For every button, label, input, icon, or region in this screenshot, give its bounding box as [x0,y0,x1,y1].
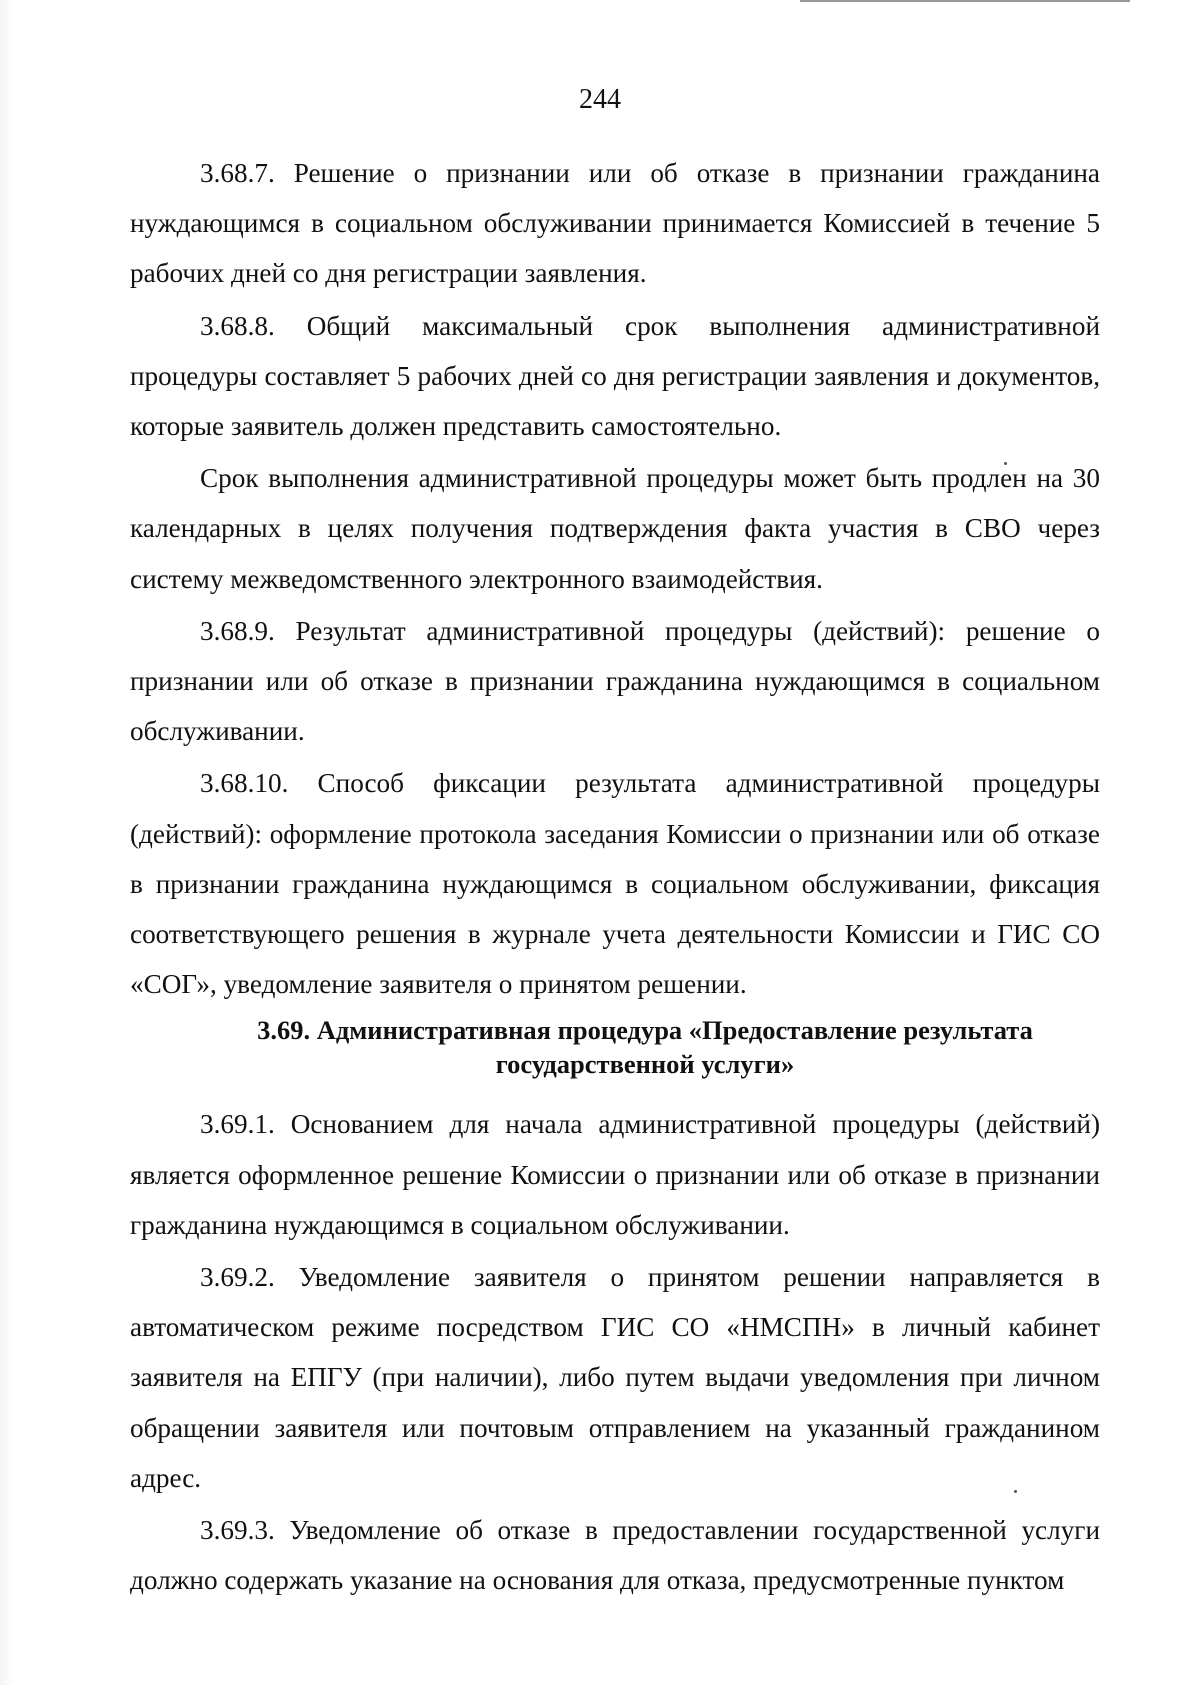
scan-left-edge [0,0,14,1685]
paragraph-3-68-10: 3.68.10. Способ фиксации результата административной процедуры (действий): оформление протокола заседания Комиссии о признании или об отказе в признании гражданина нуждающимся в социальном обслуживании, фиксация соответствующего решения в журнале учета деятельности Комиссии и ГИС СО «СОГ», уведомление заявителя о принятом решении. [130,768,1100,1000]
top-rule-line [800,0,1130,2]
paragraph-3-68-7: 3.68.7. Решение о признании или об отказе в признании гражданина нуждающимся в социальном обслуживании принимается Комиссией в течение 5 рабочих дней со дня регистрации заявления. [130,158,1100,289]
paragraph-3-69-1: 3.69.1. Основанием для начала административной процедуры (действий) является оформленное решение Комиссии о признании или об отказе в признании гражданина нуждающимся в социальном обслуживании. [130,1109,1100,1240]
section-heading-3-69: 3.69. Административная процедура «Предоставление результата государственной услуги» [257,1015,1033,1080]
paragraph-term-extension: Срок выполнения административной процедуры может быть продлен на 30 календарных в целях получения подтверждения факта участия в СВО через систему межведомственного электронного взаимодействия. [130,463,1100,594]
document-body [130,148,1100,1607]
paragraph-3-69-2: 3.69.2. Уведомление заявителя о принятом решении направляется в автоматическом режиме посредством ГИС СО «НМСПН» в личный кабинет заявителя на ЕПГУ (при наличии), либо путем выдачи уведомления при личном обращении заявителя или почтовым отправлением на указанный гражданином адрес. [130,1262,1100,1493]
paragraph-3-69-3: 3.69.3. Уведомление об отказе в предоставлении государственной услуги должно содержать указание на основания для отказа, предусмотренные пунктом [130,1515,1100,1596]
page-number: 244 [579,84,621,115]
paragraph-3-68-8: 3.68.8. Общий максимальный срок выполнения административной процедуры составляет 5 рабочих дней со дня регистрации заявления и документов, которые заявитель должен представить самостоятельно. [130,310,1100,442]
paragraph-3-68-9: 3.68.9. Результат административной процедуры (действий): решение о признании или об отказе в признании гражданина нуждающимся в социальном обслуживании. [130,615,1100,747]
